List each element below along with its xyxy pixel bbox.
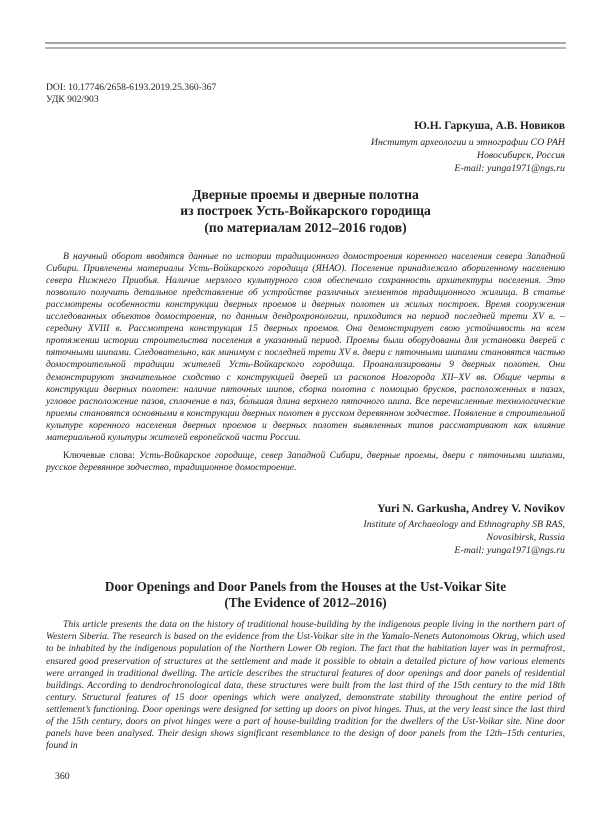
keywords-label: Ключевые слова: [63,450,135,462]
title-ru [46,187,565,237]
abstract-ru: В научный оборот вводятся данные по истории традиционного домостроения коренного населения севера Западной Сибири. Привлечены материалы Усть-Войкарского городища (ЯНАО). Поселение принадлежало аборигенному населению севера Нижнего Приобья. Наличие мерзлого культурного слоя обеспечило сохранность архитектуры поселения. Это позволило получить детальное представление об устройстве различных элементов традиционного жилища. В статье рассмотрены особенности конструкции дверных проемов и дверных полотен из жилых построек. Время сооружения исследованных объектов домостроения, по данным дендрохронологии, приходится на период последней трети XV в. – середину XVIII в. Рассмотрена конструкция 15 дверных проемов. Она демонстрирует свою устойчивость на всем протяжении истории строительства поселения в указанный период. Проемы были оборудованы для установки дверей с пяточными шипами. Следовательно, как минимум с последней трети XV в. двери с пяточными шипами становятся частью домостроительной традиции жителей Усть-Войкарского городища. Проанализированы 9 дверных полотен. Они демонстрируют значительное сходство с конструкцией дверей из раскопов Новгорода XII–XV вв. Общие черты в конструкции дверных полотен: наличие пяточных шипов, сборка полотна с помощью брусков, расположенных в пазах, угловое расположение пазов, сплочение в паз, бо́льшая длина верхнего пяточного шипа. Все перечисленные технологические приемы становятся основными в конструкции дверных полотен в русском деревянном зодчестве. Появление в строительной культуре коренного населения дверных проемов и дверных полотен выявленных типов рассматривают как влияние материальной культуры жителей европейской части России. [46,250,565,443]
affiliation-ru-line: Институт археологии и этнографии СО РАН [370,136,565,148]
keywords-text: Усть-Войкарское городище, север Западной Сибири, дверные проемы, двери с пяточными шипами, русское деревянное зодчество, традиционное домостроение. [46,450,566,474]
page-number: 360 [55,771,70,782]
title-en-line: Door Openings and Door Panels from the Houses at the Ust-Voikar Site [104,579,507,595]
page-content [46,82,565,752]
affiliation-ru-email: E-mail: yunga1971@ngs.ru [454,162,565,174]
affiliation-en-line: Novosibirsk, Russia [486,532,565,544]
title-en-line: (The Evidence of 2012–2016) [224,595,387,611]
authors-en: Yuri N. Garkusha, Andrey V. Novikov [377,502,565,516]
article-meta [46,82,565,107]
header-double-rule [45,42,566,49]
title-ru-line: (по материалам 2012–2016 годов) [204,220,407,235]
title-en [46,579,565,611]
affiliation-en-email: E-mail: yunga1971@ngs.ru [454,545,565,557]
keywords-ru [46,450,565,474]
title-ru-line: из построек Усть-Войкарского городища [180,203,431,219]
affiliation-ru [46,136,565,175]
title-ru-line: Дверные проемы и дверные полотна [192,186,419,202]
doi-line: DOI: 10.17746/2658-6193.2019.25.360-367 [46,82,217,93]
affiliation-en-line: Institute of Archaeology and Ethnography SB RAS, [363,519,565,531]
udc-line: УДК 902/903 [46,94,99,106]
abstract-en: This article presents the data on the history of traditional house-building by the indigenous people living in the northern part of Western Siberia. The research is based on the evidence from the Ust-Voikar site in the Yamalo-Nenets Autonomous Okrug, which used to be inhabited by the indigenous population of the Northern Lower Ob region. The fact that the habitation layer was in permafrost, ensured good preservation of structures at the settlement and made it possible to obtain a detailed picture of how various elements were arranged in traditional dwelling. The article describes the structural features of door openings and door panels of residential buildings. According to dendrochronological data, these structures were built from the last third of the 15th century to the mid 18th century. Structural features of 15 door openings which were analyzed, demonstrate stability throughout the entire period of settlement’s functioning. Door openings were designed for setting up doors on pivot hinges. Thus, at the very least since the last third of the 15th century, doors on pivot hinges were a part of house-building tradition for the dwellers of the Ust-Voikar site. Nine door panels have been analysed. Their design shows significant resemblance to the design of door panels from the 12th–15th centuries, found in [46,619,565,752]
authors-ru: Ю.Н. Гаркуша, А.В. Новиков [414,119,565,132]
affiliation-en [46,518,565,557]
affiliation-ru-line: Новосибирск, Россия [476,149,565,161]
